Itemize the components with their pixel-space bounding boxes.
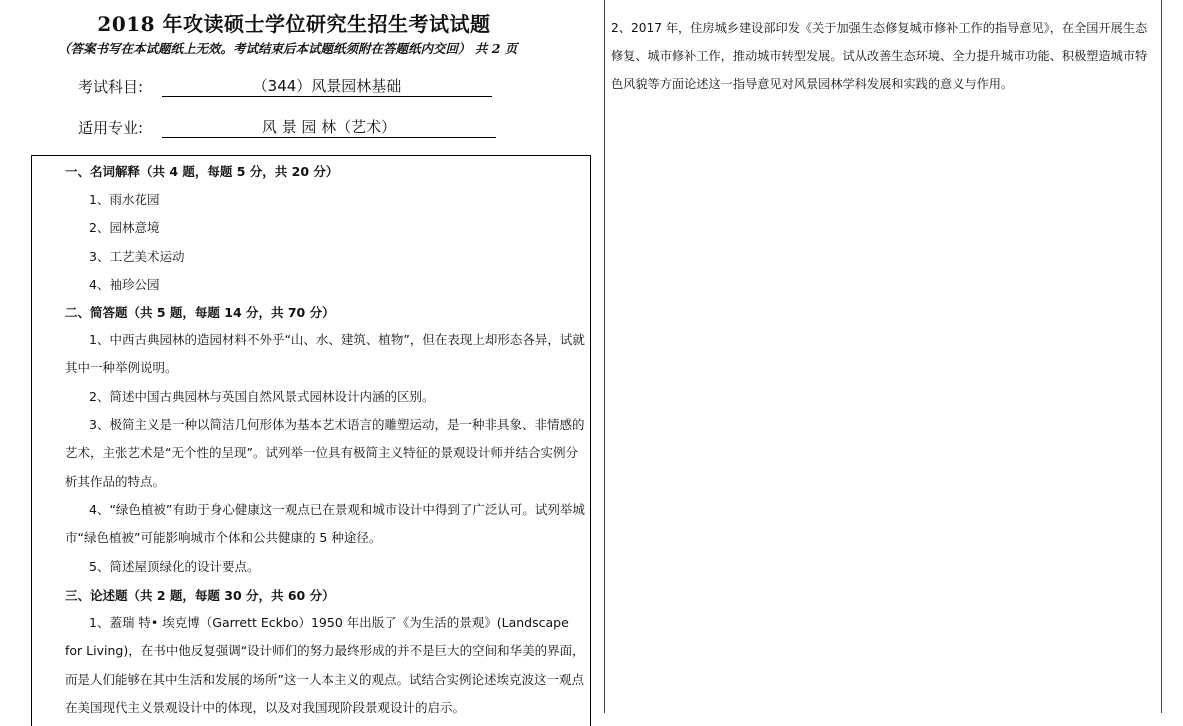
exam-title: 2018 年攻读硕士学位研究生招生考试试题: [97, 12, 491, 36]
section-heading-terms: 一、名词解释（共 4 题，每题 5 分，共 20 分）: [65, 164, 339, 179]
short-question: 4、“绿色植被”有助于身心健康这一观点已在景观和城市设计中得到了广泛认可。试列举城市“绿色植被”可能影响城市个体和公共健康的 5 种途径。: [65, 502, 585, 546]
subject-row: [78, 76, 402, 97]
short-question: 5、简述屋顶绿化的设计要点。: [89, 559, 260, 574]
section-heading-short: 二、简答题（共 5 题，每题 14 分，共 70 分）: [65, 305, 335, 320]
essay-question: 1、蓋瑞 特• 埃克博（Garrett Eckbo）1950 年出版了《为生活的景观》(Landscape for Living)，在书中他反复强调“设计师们的努力最终形成的并不是巨大的空间和华美的界面，而是人们能够在其中生活和发展的场所”这一人本主义的观点。试结合实例论述埃克波这一观点在美国现代主义景观设计中的体现，以及对我国现阶段景观设计的启示。: [65, 615, 585, 715]
essay-question: 2、2017 年，住房城乡建设部印发《关于加强生态修复城市修补工作的指导意见》，在全国开展生态修复、城市修补工作，推动城市转型发展。试从改善生态环境、全力提升城市功能、积极塑造城市特色风貌等方面论述这一指导意见对风景园林学科发展和实践的意义与作用。: [611, 21, 1148, 91]
section-heading-essay: 三、论述题（共 2 题，每题 30 分，共 60 分）: [65, 588, 335, 603]
short-question: 3、极简主义是一种以简洁几何形体为基本艺术语言的雕塑运动，是一种非具象、非情感的艺术，主张艺术是“无个性的呈现”。试列举一位具有极简主义特征的景观设计师并结合实例分析其作品的特点。: [65, 417, 585, 489]
short-question: 1、中西古典园林的造园材料不外乎“山、水、建筑、植物”，但在表现上却形态各异，试就其中一种举例说明。: [65, 332, 585, 376]
left-page: [0, 0, 600, 713]
term-item: 2、园林意境: [89, 220, 160, 235]
right-page: [604, 0, 1162, 713]
major-value: 风 景 园 林（艺术）: [261, 118, 397, 136]
term-item: 4、袖珍公园: [89, 277, 160, 292]
subject-line: [162, 74, 492, 97]
major-row: [78, 117, 397, 138]
short-question: 2、简述中国古典园林与英国自然风景式园林设计内涵的区别。: [89, 389, 435, 404]
subject-label: 考试科目:: [78, 78, 144, 96]
major-label: 适用专业:: [78, 119, 144, 137]
term-item: 1、雨水花园: [89, 192, 160, 207]
subject-value: （344）风景园林基础: [252, 77, 402, 95]
question-box: [31, 155, 591, 726]
exam-notice: （答案书写在本试题纸上无效。考试结束后本试题纸须附在答题纸内交回） 共 2 页: [58, 41, 518, 56]
term-item: 3、工艺美术运动: [89, 249, 185, 264]
major-line: [162, 115, 496, 138]
